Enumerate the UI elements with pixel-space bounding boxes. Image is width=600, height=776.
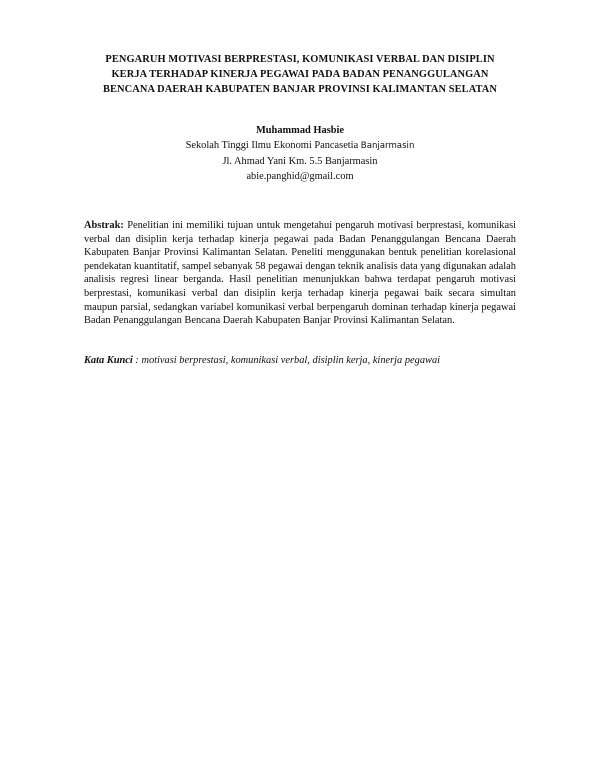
institution-name: Sekolah Tinggi Ilmu Ekonomi Pancasetia <box>185 140 359 151</box>
author-address: Jl. Ahmad Yani Km. 5.5 Banjarmasin <box>222 156 378 167</box>
keywords-label: Kata Kunci <box>84 355 133 366</box>
abstract-label: Abstrak: <box>84 220 124 231</box>
title-line-2: KERJA TERHADAP KINERJA PEGAWAI PADA BADAN PENANGGULANGAN <box>111 69 489 80</box>
author-block <box>100 123 500 184</box>
abstract-text: Penelitian ini memiliki tujuan untuk mengetahui pengaruh motivasi berprestasi, komunikasi verbal dan disiplin kerja terhadap kinerja pegawai pada Badan Penanggulangan Bencana Daerah Kabupaten Banjar Provinsi Kalimantan Selatan. Peneliti menggunakan bentuk penelitian korelasional pendekatan kuantitatif, sampel sebanyak 58 pegawai dengan teknik analisis data yang digunakan adalah analisis regresi linear berganda. Hasil penelitian menunjukkan bahwa terdapat pengaruh motivasi berprestasi, komunikasi verbal dan disiplin kerja terhadap kinerja pegawai baik secara simultan maupun parsial, sedangkan variabel komunikasi verbal berpengaruh dominan terhadap kinerja pegawai Badan Penanggulangan Bencana Daerah Kabupaten Banjar Provinsi Kalimantan Selatan. <box>84 220 516 327</box>
paper-title <box>70 52 530 97</box>
institution-city: Banjarmasin <box>360 141 415 151</box>
title-line-1: PENGARUH MOTIVASI BERPRESTASI, KOMUNIKASI VERBAL DAN DISIPLIN <box>105 54 495 65</box>
author-affiliation <box>100 138 500 154</box>
author-name: Muhammad Hasbie <box>255 125 345 136</box>
title-line-3: BENCANA DAERAH KABUPATEN BANJAR PROVINSI KALIMANTAN SELATAN <box>102 84 498 95</box>
keywords <box>84 354 524 368</box>
abstract <box>84 219 516 328</box>
keywords-text: : motivasi berprestasi, komunikasi verbal, disiplin kerja, kinerja pegawai <box>135 355 441 366</box>
author-email: abie.panghid@gmail.com <box>246 171 354 182</box>
